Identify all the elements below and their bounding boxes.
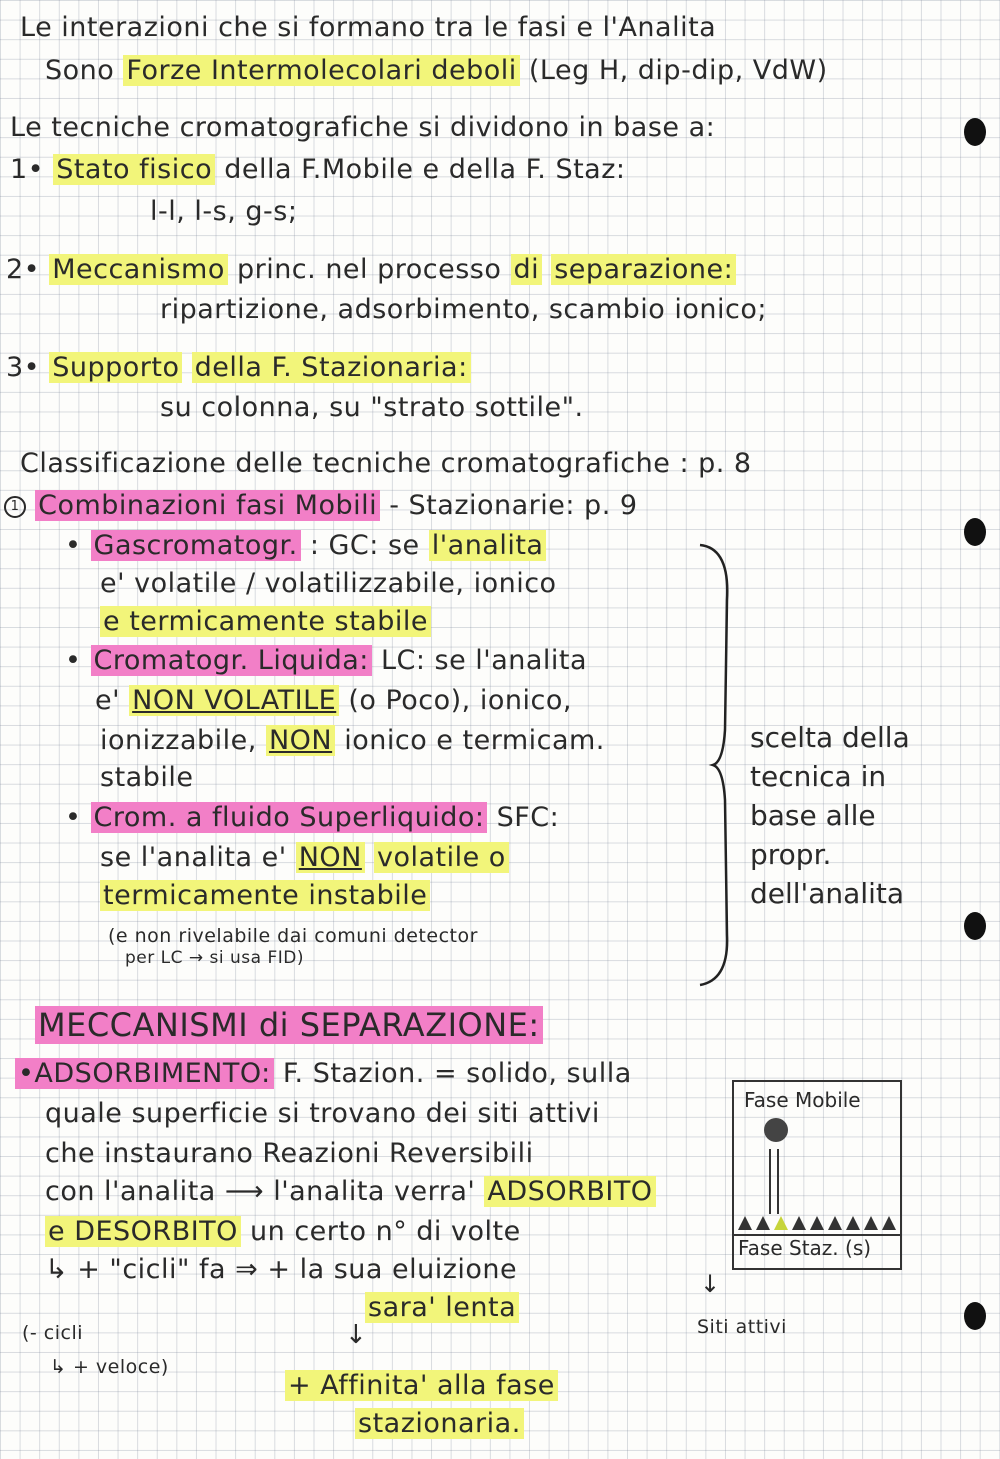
line-adsorbimento-5 bbox=[45, 1216, 521, 1247]
bullet-sfc bbox=[65, 802, 559, 833]
text: Sono bbox=[45, 55, 115, 86]
text: se l'analita e' bbox=[100, 842, 287, 873]
curved-arrow: ↓ bbox=[700, 1270, 721, 1298]
binder-hole bbox=[964, 118, 986, 146]
highlight: termicamente instabile bbox=[100, 880, 430, 911]
highlight: e termicamente stabile bbox=[100, 606, 431, 637]
highlight: NON VOLATILE bbox=[129, 685, 339, 716]
highlight: e DESORBITO bbox=[45, 1216, 241, 1247]
line-adsorbimento-6: ↳ + "cicli" fa ⇒ + la sua eluizione bbox=[45, 1254, 518, 1285]
active-site-icon bbox=[774, 1216, 788, 1230]
highlight: separazione: bbox=[551, 254, 736, 285]
line-classificazione: Classificazione delle tecniche cromatografiche : p. 8 bbox=[20, 448, 752, 479]
text: (o Poco), ionico, bbox=[348, 685, 572, 716]
side-note-line: dell'analita bbox=[750, 877, 905, 910]
bullet-gc bbox=[65, 530, 546, 561]
arrows-icon bbox=[760, 1144, 790, 1219]
bullet: • bbox=[65, 530, 91, 561]
highlight: •ADSORBIMENTO: bbox=[15, 1058, 274, 1089]
active-site-icon bbox=[864, 1216, 878, 1230]
item-1-detail: l-l, l-s, g-s; bbox=[150, 196, 298, 227]
line-tecniche: Le tecniche cromatografiche si dividono in base a: bbox=[10, 112, 716, 143]
bullet: • bbox=[65, 645, 91, 676]
line-adsorbimento-4 bbox=[45, 1176, 656, 1207]
highlight: Gascromatogr. bbox=[91, 530, 301, 561]
line-adsorbimento-3: che instaurano Reazioni Reversibili bbox=[45, 1138, 534, 1169]
note-fid: per LC → si usa FID) bbox=[125, 948, 304, 968]
highlight: Stato fisico bbox=[53, 154, 215, 185]
highlight: Combinazioni fasi Mobili bbox=[35, 490, 380, 521]
text: della F.Mobile e della F. Staz: bbox=[224, 154, 626, 185]
side-note-line: base alle bbox=[750, 799, 876, 832]
stationary-phase-label: Fase Staz. (s) bbox=[734, 1234, 900, 1260]
active-site-icon bbox=[882, 1216, 896, 1230]
binder-hole bbox=[964, 912, 986, 940]
line-adsorbimento bbox=[15, 1058, 632, 1089]
item-1 bbox=[10, 154, 625, 185]
highlight: stazionaria. bbox=[355, 1408, 524, 1439]
highlight: Cromatogr. Liquida: bbox=[91, 645, 372, 676]
highlight: ADSORBITO bbox=[484, 1176, 655, 1207]
bullet-lc-line bbox=[95, 685, 572, 716]
text: ionizzabile, bbox=[100, 725, 257, 756]
binder-hole bbox=[964, 518, 986, 546]
item-number: 2• bbox=[6, 254, 41, 285]
section-heading bbox=[35, 1006, 543, 1044]
bullet-lc bbox=[65, 645, 587, 676]
circled-number: 1 bbox=[4, 496, 26, 518]
highlight: NON bbox=[266, 725, 335, 756]
text: SFC: bbox=[496, 802, 560, 833]
line-stazionaria bbox=[355, 1408, 524, 1439]
item-3 bbox=[6, 352, 471, 383]
highlight: Meccanismo bbox=[49, 254, 228, 285]
bullet-gc-line: e' volatile / volatilizzabile, ionico bbox=[100, 568, 557, 599]
bullet-gc-line bbox=[100, 606, 431, 637]
text: ionico e termicam. bbox=[344, 725, 605, 756]
note-detector: (e non rivelabile dai comuni detector bbox=[108, 925, 478, 947]
note-cicli: (- cicli bbox=[22, 1322, 84, 1344]
text: F. Stazion. = solido, sulla bbox=[282, 1058, 632, 1089]
phase-diagram bbox=[732, 1080, 902, 1270]
highlight: di bbox=[511, 254, 543, 285]
highlight: l'analita bbox=[429, 530, 547, 561]
highlight: Crom. a fluido Superliquido: bbox=[91, 802, 488, 833]
item-number: 1• bbox=[10, 154, 45, 185]
side-note-line: propr. bbox=[750, 838, 832, 871]
bullet-lc-line: stabile bbox=[100, 762, 194, 793]
line-combinazioni bbox=[4, 490, 638, 521]
highlight: della F. Stazionaria: bbox=[192, 352, 471, 383]
text: - Stazionarie: p. 9 bbox=[389, 490, 638, 521]
bullet-sfc-line bbox=[100, 880, 430, 911]
highlight: + Affinita' alla fase bbox=[285, 1370, 558, 1401]
line-adsorbimento-2: quale superficie si trovano dei siti attivi bbox=[45, 1098, 600, 1129]
line-interazioni: Le interazioni che si formano tra le fasi e l'Analita bbox=[20, 12, 717, 43]
bullet: • bbox=[65, 802, 91, 833]
item-2 bbox=[6, 254, 736, 285]
curly-brace bbox=[695, 540, 755, 990]
text: (Leg H, dip-dip, VdW) bbox=[528, 55, 828, 86]
highlight: Supporto bbox=[49, 352, 182, 383]
text: : GC: se bbox=[309, 530, 420, 561]
active-site-icon bbox=[846, 1216, 860, 1230]
highlight: NON bbox=[296, 842, 365, 873]
mobile-phase-label: Fase Mobile bbox=[744, 1088, 861, 1112]
binder-hole bbox=[964, 1302, 986, 1330]
bullet-lc-line bbox=[100, 725, 605, 756]
side-note-line: scelta della bbox=[750, 721, 910, 754]
active-site-icon bbox=[792, 1216, 806, 1230]
active-site-icon bbox=[738, 1216, 752, 1230]
active-site-icon bbox=[828, 1216, 842, 1230]
line-forze bbox=[45, 55, 828, 86]
item-2-detail: ripartizione, adsorbimento, scambio ionico; bbox=[160, 294, 767, 325]
analyte-circle bbox=[764, 1118, 788, 1142]
text: un certo n° di volte bbox=[250, 1216, 521, 1247]
text: e' bbox=[95, 685, 121, 716]
highlight: volatile o bbox=[374, 842, 509, 873]
note-veloce: ↳ + veloce) bbox=[50, 1356, 169, 1378]
side-note bbox=[750, 718, 910, 913]
highlight: MECCANISMI di SEPARAZIONE: bbox=[35, 1006, 543, 1044]
line-affinita bbox=[285, 1370, 558, 1401]
active-site-icon bbox=[756, 1216, 770, 1230]
active-sites-caption: Siti attivi bbox=[697, 1316, 787, 1338]
side-note-line: tecnica in bbox=[750, 760, 887, 793]
text: con l'analita ⟶ l'analita verra' bbox=[45, 1176, 476, 1207]
down-arrow: ↓ bbox=[345, 1320, 368, 1350]
highlight: Forze Intermolecolari deboli bbox=[123, 55, 519, 86]
text: LC: se l'analita bbox=[380, 645, 588, 676]
item-number: 3• bbox=[6, 352, 41, 383]
text: princ. nel processo bbox=[236, 254, 502, 285]
active-site-icon bbox=[810, 1216, 824, 1230]
highlight: sara' lenta bbox=[365, 1292, 519, 1323]
item-3-detail: su colonna, su "strato sottile". bbox=[160, 392, 584, 423]
line-lenta bbox=[365, 1292, 519, 1323]
bullet-sfc-line bbox=[100, 842, 509, 873]
